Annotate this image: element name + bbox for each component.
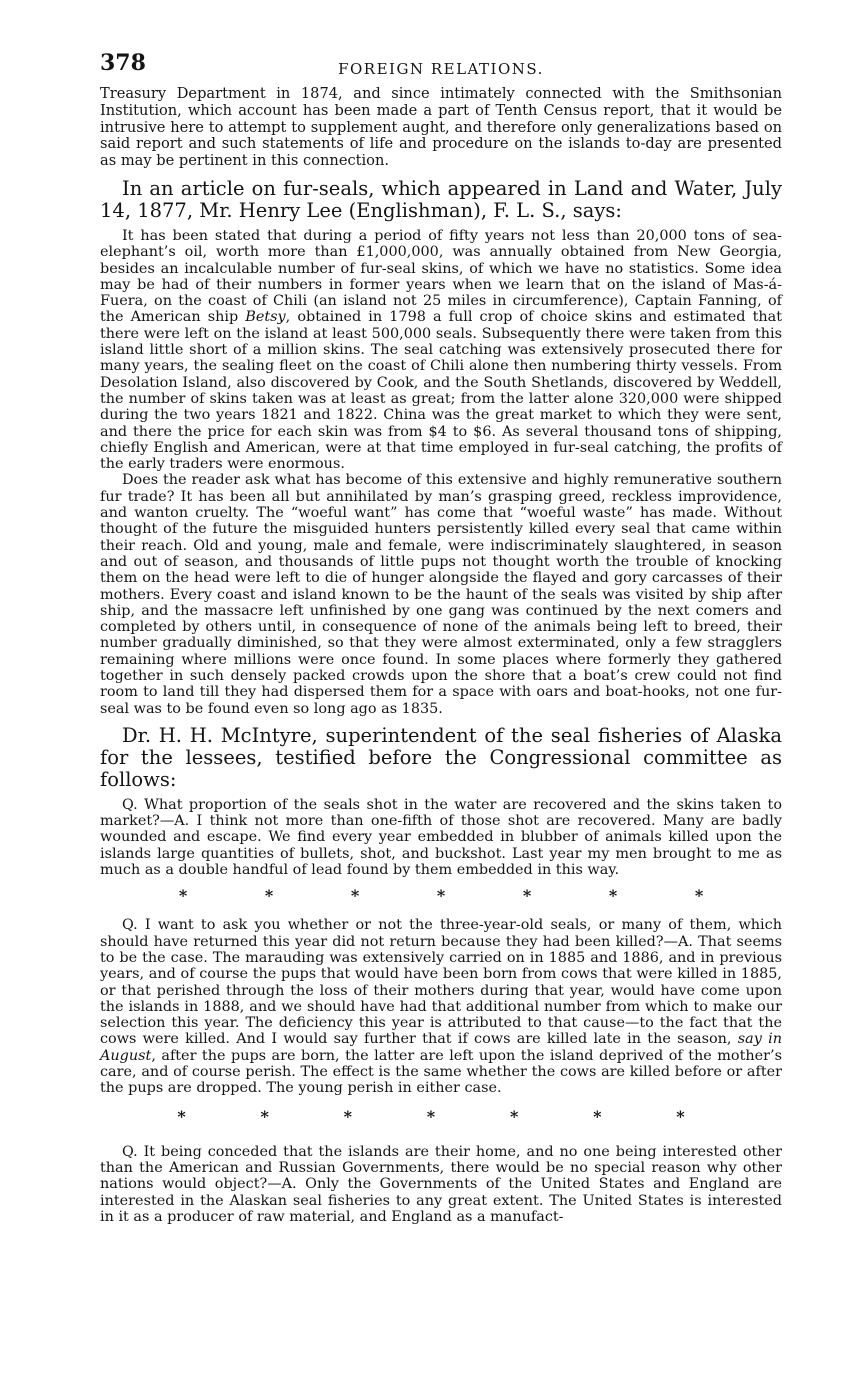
page-header — [100, 50, 782, 86]
star-mark: * — [343, 1106, 353, 1126]
star-mark: * — [522, 886, 532, 906]
lee-p1-part-a: It has been stated that during a period of fifty years not less than 20,000 tons of sea-elephant’s oil, worth more than £1,000,000, was annually obtained from New Georgia, besides an incalculable number of fur-seal skins, of which we have no statistics. Some idea may be had of their numbers in former years when we learn that on the island of Mas-á-Fuera, on the coast of Chili (an island not 25 miles in circumference), Captain Fanning, of the American ship — [100, 227, 782, 326]
testimony-q2 — [100, 917, 782, 1096]
star-mark: * — [509, 1106, 519, 1126]
testimony-q3: Q. It being conceded that the islands are their home, and no one being interested other than the American and Russian Governments, there would be no special reason why other nations would object?—A. Only the Governments of the United States and England are interested in the Alaskan seal fisheries to any great extent. The United States is interested in it as a producer of raw material, and England as a manufact- — [100, 1143, 782, 1225]
running-head: FOREIGN RELATIONS. — [338, 60, 544, 78]
lee-paragraph-1 — [100, 228, 782, 472]
star-mark: * — [177, 1106, 186, 1126]
star-mark: * — [426, 1106, 436, 1126]
star-mark: * — [264, 886, 274, 906]
star-mark: * — [676, 1106, 685, 1126]
star-mark: * — [178, 886, 188, 906]
q2-part-a: Q. I want to ask you whether or not the three-year-old seals, or many of them, which should have returned this year did not return because they had been killed?—A. That seems to be the case. The marauding was extensively carried on in 1885 and 1886, and in previous years, and of course the pups that would have been born from cows that were killed in 1885, or that perished through the loss of their mothers during that year, would have come upon the islands in 1888, and we should have had that additional number from which to make our selection this year. The deficiency this year is attributed to that cause—to the fact that the cows were killed. And I would say further that if cows are killed late in the season, — [100, 917, 782, 1048]
lee-heading: In an article on fur-seals, which appeared in Land and Water, July 14, 1877, Mr. Henry Lee (Englishman), F. L. S., says: — [100, 176, 782, 222]
page-number: 378 — [100, 50, 146, 76]
ship-name: Betsy — [245, 309, 286, 326]
ellipsis-stars-2 — [140, 1107, 722, 1126]
lee-p1-part-b: , obtained in 1798 a full crop of choice skins and estimated that there were left on the island at least 500,000 seals. Subsequently there were taken from this island little short of a million skins. The seal catching was extensively prosecuted there for many years, the sealing fleet on the coast of Chili alone then numbering thirty vessels. From Desolation Island, also discovered by Cook, and the South Shetlands, discovered by Weddell, the number of skins taken was at least as great; from the latter alone 320,000 were shipped during the two years 1821 and 1822. China was the great market to which they were sent, and there the price for each skin was from $4 to $6. As several thousand tons of shipping, chiefly English and American, were at that time employed in fur-seal catching, the profits of the early traders were enormous. — [100, 309, 782, 473]
mcintyre-heading: Dr. H. H. McIntyre, superintendent of the seal fisheries of Alaska for the lessees, testified before the Congressional committee as follows: — [100, 723, 782, 791]
ellipsis-stars-1 — [140, 886, 742, 905]
star-mark: * — [436, 886, 446, 906]
intro-paragraph: Treasury Department in 1874, and since intimately connected with the Smithsonian Institution, which account has been made a part of Tenth Census report, that it would be intrusive here to attempt to supplement aught, and therefore only generalizations based on said report and such statements of life and procedure on the islands to-day are presented as may be pertinent in this connection. — [100, 85, 782, 170]
q2-emphasis: say in August — [100, 1031, 782, 1064]
document-page — [100, 50, 782, 1225]
q2-part-b: , after the pups are born, the latter are left upon the island deprived of the mother’s care, and of course perish. The effect is the same whether the cows are killed before or after the pups are dropped. The young perish in either case. — [100, 1047, 782, 1097]
lee-paragraph-2: Does the reader ask what has become of this extensive and highly remunerative southern fur trade? It has been all but annihilated by man’s grasping greed, reckless improvidence, and wanton cruelty. The “woeful want” has come that “woeful waste” has made. Without thought of the future the misguided hunters persistently killed every seal that came within their reach. Old and young, male and female, were indiscriminately slaughtered, in season and out of season, and thousands of little pups not thought worth the trouble of knocking them on the head were left to die of hunger alongside the flayed and gory carcasses of their mothers. Every coast and island known to be the haunt of the seals was visited by ship after ship, and the massacre left unfinished by one gang was continued by the next comers and completed by others until, in consequence of none of the animals being left to breed, their number gradually diminished, so that they were almost exterminated, only a few stragglers remaining where millions were once found. In some places where formerly they gathered together in such densely packed crowds upon the shore that a boat’s crew could not find room to land till they had dispersed them for a space with oars and boat-hooks, not one fur-seal was to be found even so long ago as 1835. — [100, 472, 782, 717]
testimony-q1: Q. What proportion of the seals shot in the water are recovered and the skins taken to market?—A. I think not more than one-fifth of those shot are recovered. Many are badly wounded and escape. We find every year embedded in blubber of animals killed upon the islands large quantities of bullets, shot, and buckshot. Last year my men brought to me as much as a double handful of lead found by them embedded in this way. — [100, 796, 782, 879]
star-mark: * — [694, 886, 704, 906]
star-mark: * — [350, 886, 360, 906]
star-mark: * — [608, 886, 618, 906]
star-mark: * — [593, 1106, 602, 1126]
star-mark: * — [260, 1106, 269, 1126]
